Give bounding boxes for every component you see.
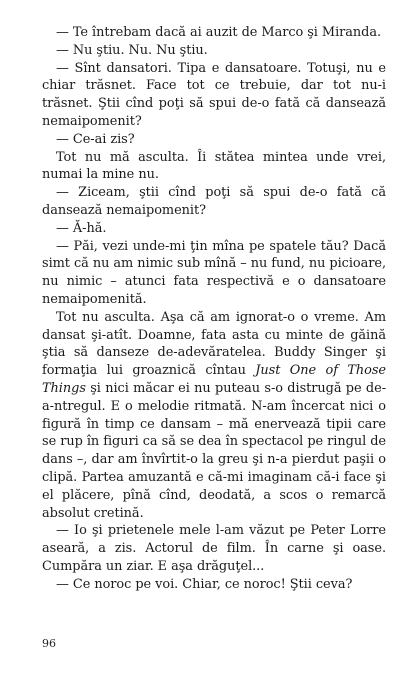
page-number: 96 [42, 637, 56, 650]
paragraph: — Ă-hă. [56, 220, 107, 236]
paragraph: — Nu ştiu. Nu. Nu ştiu. [56, 42, 208, 58]
paragraph: Tot nu asculta. Aşa că am ignorat-o o vreme. Am dansat şi-atît. Doamne, fata asta cu minte de găină ştia să danseze de-adevăratelea. Buddy Singer şi formaţia lui groaznică cîntau Just One of Those Things şi nici măcar ei nu puteau s-o distrugă pe de-a-ntregul. E o melodie ritmată. N-am încercat nici o figură în timp ce dansam – mă enervează tipii care se rup în figuri ca să se dea în spectacol pe ringul de dans –, dar am învîrtit-o la greu şi n-a pierdut paşii o clipă. Partea amuzantă e că-mi imaginam că-i face şi el plăcere, pînă cînd, deodată, a scos o remarcă absolut cretină. [42, 309, 386, 521]
paragraph: — Te întrebam dacă ai auzit de Marco şi Miranda. [56, 25, 382, 40]
paragraph: — Sînt dansatori. Tipa e dansatoare. Totuşi, nu e chiar trăsnet. Face tot ce trebuie, dar tot nu-i trăsnet. Ştii cînd poţi să spui de-o fată că dansează nemaipomenit? [42, 60, 386, 129]
paragraph: — Io şi prietenele mele l-am văzut pe Peter Lorre aseară, a zis. Actorul de film. În carne şi oase. Cumpăra un ziar. E aşa drăguţel... [42, 523, 386, 574]
paragraph: — Păi, vezi unde-mi ţin mîna pe spatele tău? Dacă simt că nu am nimic sub mînă – nu fund, nu picioare, nu nimic – atunci fata respectivă e o dansatoare nemaipomenită. [42, 238, 386, 307]
paragraph: Tot nu mă asculta. Îi stătea mintea unde vrei, numai la mine nu. [42, 149, 386, 183]
paragraph: — Ziceam, ştii cînd poţi să spui de-o fată că dansează nemaipomenit? [42, 185, 386, 218]
song-title: Just One of Those Things [42, 363, 386, 396]
book-page-text [42, 24, 386, 624]
paragraph: — Ce-ai zis? [56, 131, 135, 147]
paragraph: — Ce noroc pe voi. Chiar, ce noroc! Ştii ceva? [56, 576, 353, 592]
